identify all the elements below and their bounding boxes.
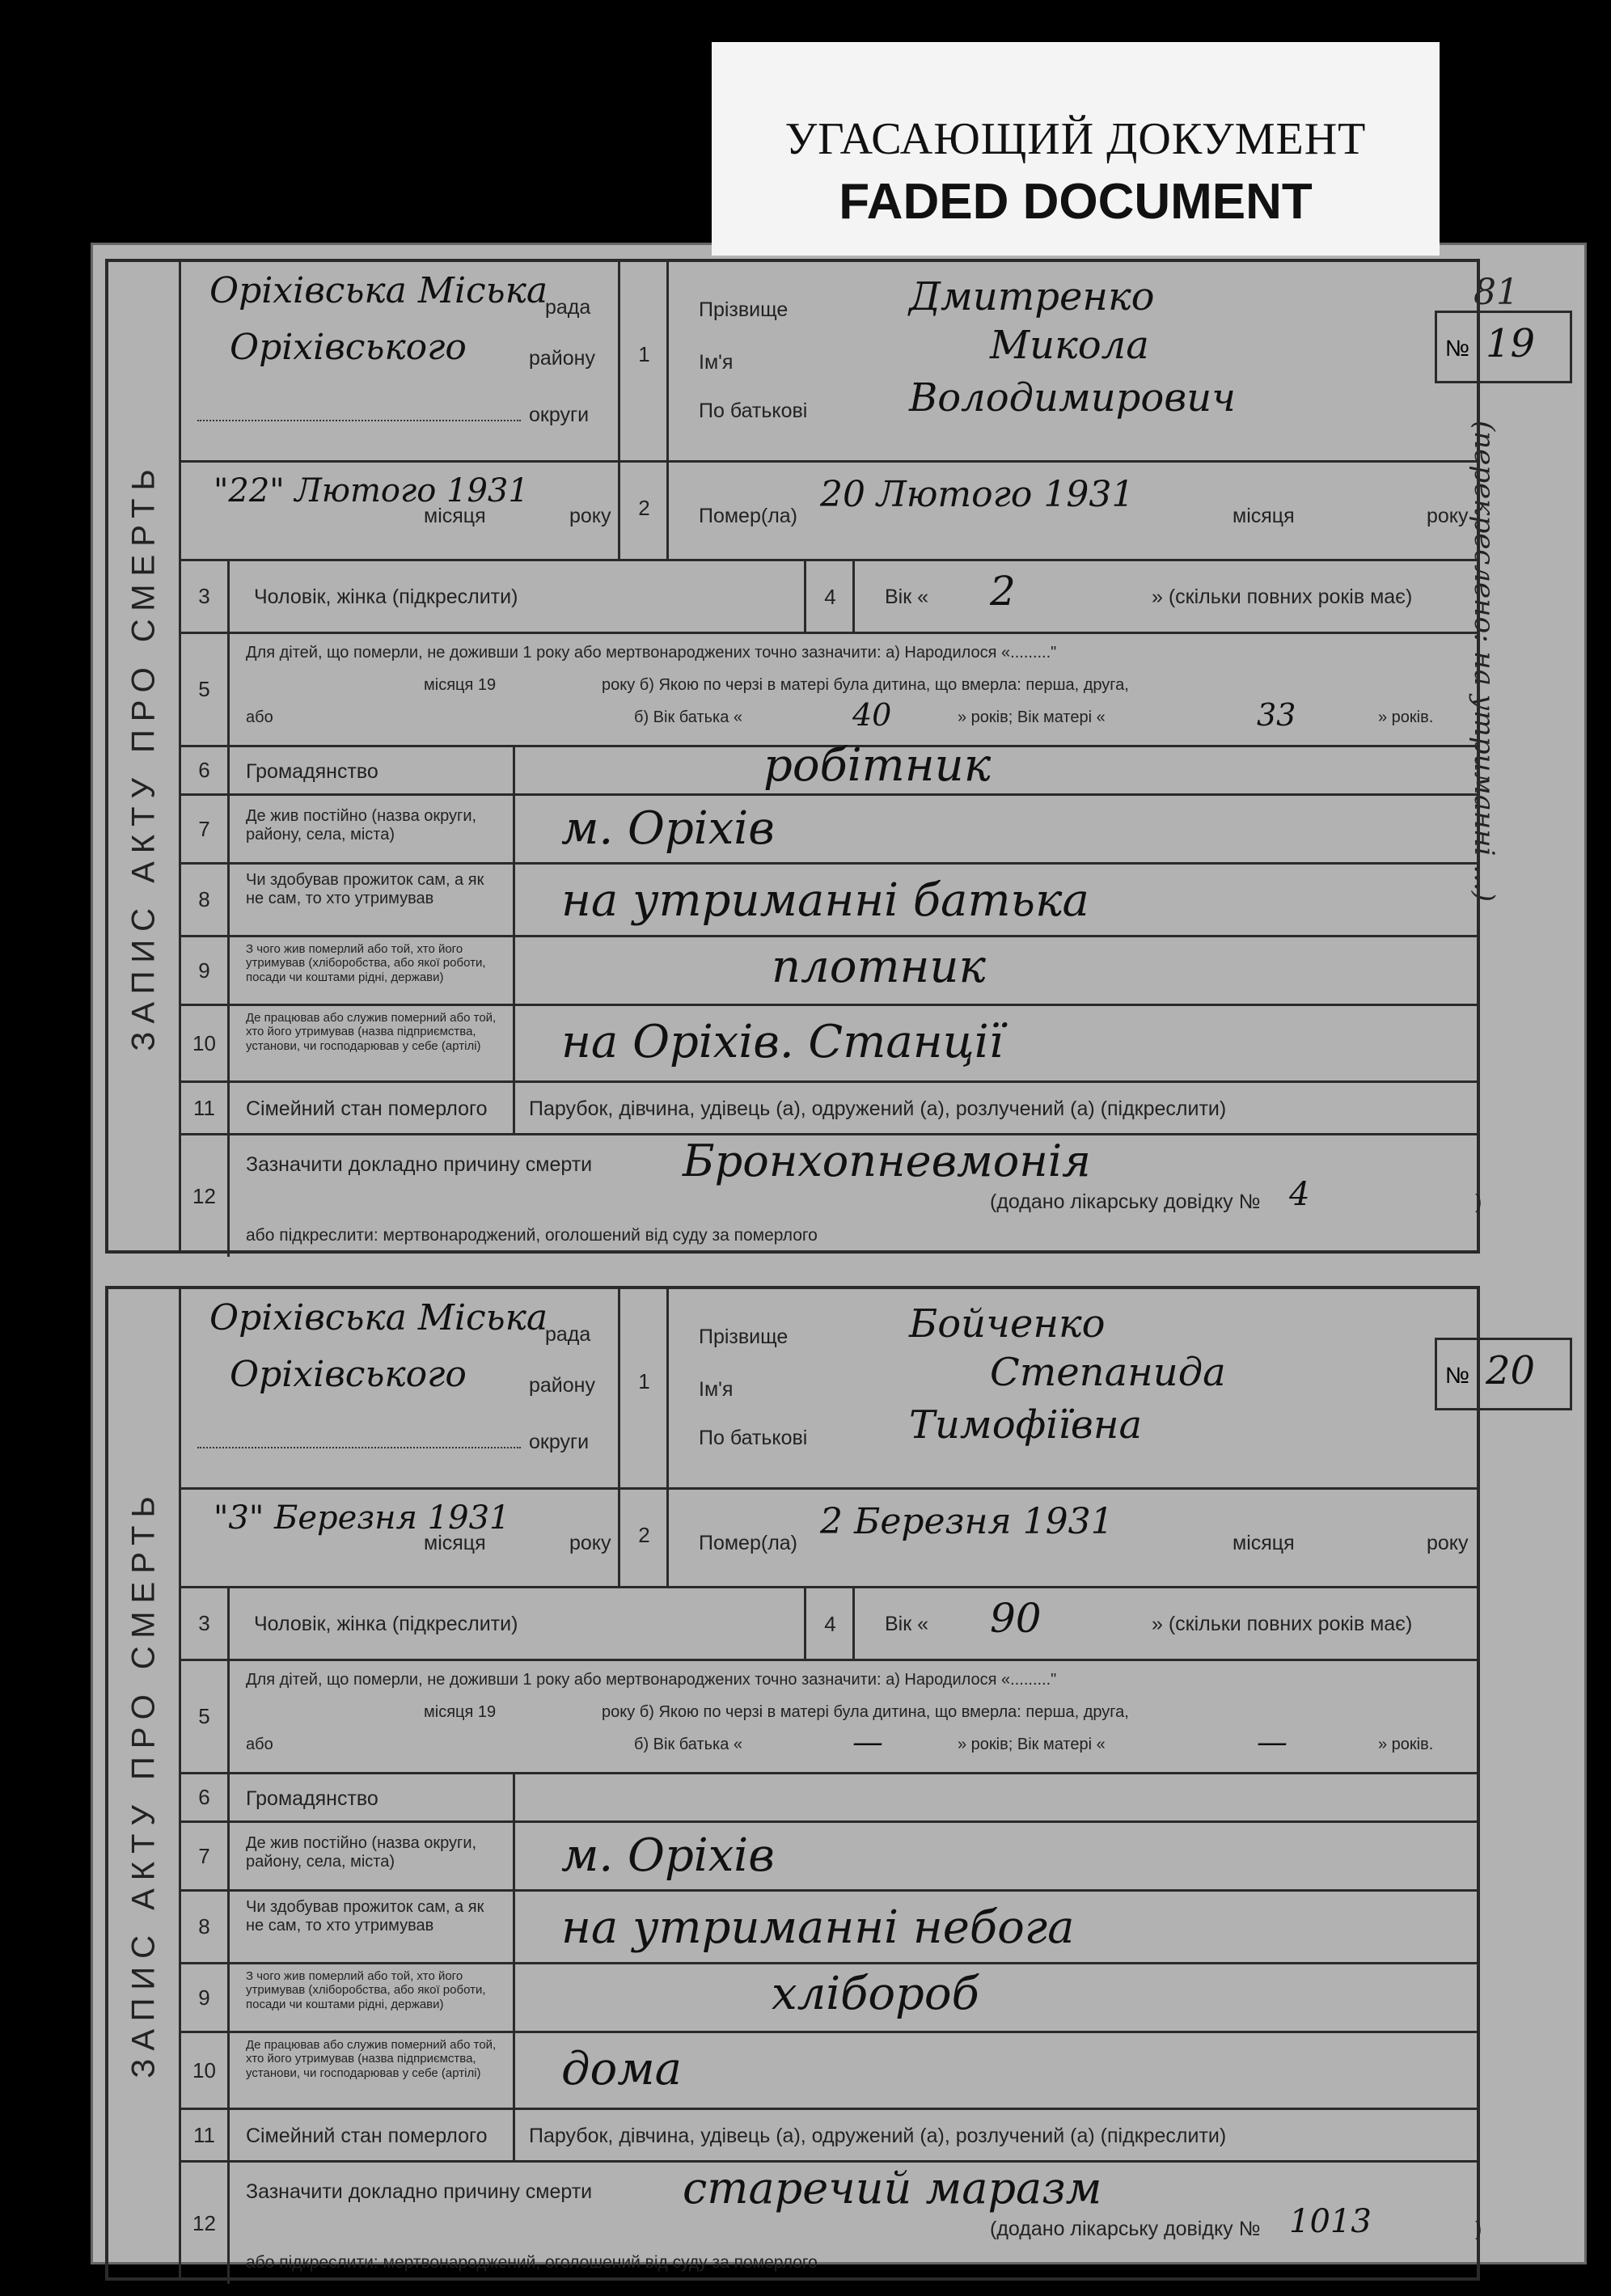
row-5: 5 Для дітей, що померли, не доживши 1 року або мертвонароджених точно зазначити: а) Народилося «........." місяця 19 року б) Якою по черзі в матері була дитина, що вмерла: перша, друга, або б) Вік батька « 40 » років; Вік матері « 33 » років. [181,634,1477,747]
rada-label: рада [545,1323,591,1346]
death-year-label: року [1427,1532,1469,1554]
children-line-1: Для дітей, що померли, не доживши 1 року або мертвонароджених точно зазначити: а) Народилося «........." [246,644,1057,662]
row-9: 9 З чого жив померлий або той, хто його утримував (хліборобства, або якої роботи, посади чи коштами рідні, держави) хлібороб [181,1964,1477,2033]
children-line-2b: року б) Якою по черзі в матері була дитина, що вмерла: перша, друга, [602,676,1129,694]
faded-label-en: FADED DOCUMENT [839,174,1313,230]
children-line-2a: місяця 19 [424,676,497,694]
row-6: 6 Громадянство [181,1774,1477,1823]
certificate-end: ) [1475,1190,1482,1213]
cause-value: старечий маразм [683,2163,1102,2214]
registration-date: "3" Березня 1931 [214,1499,510,1537]
support-label: Чи здобував прожиток сам, а як не сам, то хто утримував [246,871,484,907]
rayon-value: Оріхівського [230,1354,467,1395]
marital-options: Парубок, дівчина, удівець (а), одружений (а), розлучений (а) (підкреслити) [529,2125,1227,2147]
children-line-2b: року б) Якою по черзі в матері була дитина, що вмерла: перша, друга, [602,1703,1129,1721]
father-age: 40 [852,697,892,733]
row-8: 8 Чи здобував прожиток сам, а як не сам, то хто утримував на утриманні небога [181,1892,1477,1964]
death-label: Помер(ла) [699,505,798,527]
row-5: 5 Для дітей, що померли, не доживши 1 року або мертвонароджених точно зазначити: а) Народилося «........." місяця 19 року б) Якою по черзі в матері була дитина, що вмерла: перша, друга, або б) Вік батька « — » років; Вік матері « — » років. [181,1661,1477,1774]
age-value: 90 [990,1595,1042,1642]
surname-label: Прізвище [699,1326,789,1348]
occupation-value: хлібороб [772,1968,979,2020]
rada-label: рада [545,296,591,319]
row-7: 7 Де жив постійно (назва округи, району, села, міста) м. Оріхів [181,1823,1477,1892]
children-line-2a: місяця 19 [424,1703,497,1721]
rayon-label: району [529,347,595,370]
citizenship-label: Громадянство [246,1787,378,1810]
margin-note: (перекреслено: на утриманні ...) [1468,421,1500,903]
record-number-box [1435,1338,1572,1410]
record-number: 19 [1486,321,1536,366]
number-sign: № [1445,1363,1470,1388]
row-10: 10 Де працював або служив померний або той, хто його утримував (назва підприємства, установи, чи господарював у себе (артілі) на Оріхів. Станції [181,1006,1477,1083]
death-date: 2 Березня 1931 [820,1501,1114,1542]
age-suffix: » (скільки повних років має) [1152,1613,1413,1635]
row-10: 10 Де працював або служив померний або той, хто його утримував (назва підприємства, установи, чи господарював у себе (артілі) дома [181,2033,1477,2110]
certificate-label: (додано лікарську довідку № [990,1190,1261,1213]
mother-age: — [1257,1724,1288,1760]
side-title-column [108,262,181,1250]
row-6: 6 Громадянство робітник [181,747,1477,796]
year-label: року [569,505,611,527]
age-value: 2 [990,568,1016,615]
month-label: місяця [424,1532,486,1554]
children-line-3a: або [246,1736,273,1753]
surname-label: Прізвище [699,298,789,321]
name-value: Степанида [990,1350,1226,1395]
cause-label: Зазначити докладно причину смерти [246,2180,593,2203]
row-11: 11 Сімейний стан померлого Парубок, дівчина, удівець (а), одружений (а), розлучений (а) (підкреслити) [181,2110,1477,2163]
citizenship-value: робітник [763,739,992,792]
row-9: 9 З чого жив померлий або той, хто його утримував (хліборобства, або якої роботи, посади чи коштами рідні, держави) плотник [181,937,1477,1006]
record-number: 20 [1486,1348,1536,1393]
patronymic-value: Володимирович [909,375,1237,421]
registration-block: 1 2 Оріхівська Міська рада Оріхівського району округи "22" Лютого 1931 місяця року Прізвище Дмитренко Ім'я Микола По батькові Володимирович № 19 Помер(ла) 20 Лютого 1931 місяця року [181,262,1477,561]
age-label: Вік « [885,586,929,608]
support-label: Чи здобував прожиток сам, а як не сам, то хто утримував [246,1898,484,1934]
support-value: на утриманні небога [561,1901,1075,1954]
row-12: 12 Зазначити докладно причину смерти старечий маразм (додано лікарську довідку № 1013 ) або підкреслити: мертвонароджений, оголошений від суду за померлого [181,2163,1477,2284]
death-month-label: місяця [1233,1532,1295,1554]
surname-value: Дмитренко [909,274,1155,319]
registration-block: 1 2 Оріхівська Міська рада Оріхівського району округи "3" Березня 1931 місяця року Прізвище Бойченко Ім'я Степанида По батькові Тимофіївна № 20 Помер(ла) 2 Березня 1931 місяця року [181,1289,1477,1588]
children-line-3c: » років; Вік матері « [958,1736,1106,1753]
marital-label: Сімейний стан померлого [246,1097,488,1120]
children-line-3b: б) Вік батька « [634,708,743,726]
name-label: Ім'я [699,1378,734,1401]
death-record-form-2 [105,1286,1536,2281]
residence-label: Де жив постійно (назва округи, району, села, міста) [246,1834,477,1871]
children-line-3b: б) Вік батька « [634,1736,743,1753]
surname-value: Бойченко [909,1301,1106,1347]
certificate-number: 1013 [1289,2203,1372,2240]
record-number-box [1435,311,1572,383]
month-label: місяця [424,505,486,527]
children-line-3c: » років; Вік матері « [958,708,1106,726]
rayon-label: району [529,1374,595,1397]
side-title: ЗАПИС АКТУ ПРО СМЕРТЬ [125,461,161,1051]
page-number: 81 [1474,272,1519,313]
name-value: Микола [990,323,1149,368]
residence-value: м. Оріхів [561,802,775,855]
support-value: на утриманні батька [561,874,1089,927]
certificate-number: 4 [1289,1176,1310,1213]
gender-label: Чоловік, жінка (підкреслити) [254,586,518,608]
rada-value: Оріхівська Міська [209,1297,548,1338]
marital-label: Сімейний стан померлого [246,2125,488,2147]
workplace-label: Де працював або служив померний або той, хто його утримував (назва підприємства, установи, чи господарював у себе (артілі) [246,2038,497,2080]
okruhy-label: округи [529,1431,590,1453]
certificate-end: ) [1475,2218,1482,2240]
death-label: Помер(ла) [699,1532,798,1554]
age-suffix: » (скільки повних років має) [1152,586,1413,608]
gender-label: Чоловік, жінка (підкреслити) [254,1613,518,1635]
side-title-column [108,1289,181,2277]
workplace-value: на Оріхів. Станції [561,1016,1004,1068]
mother-age: 33 [1257,697,1296,733]
death-date: 20 Лютого 1931 [820,474,1135,515]
death-year-label: року [1427,505,1469,527]
row-11: 11 Сімейний стан померлого Парубок, дівчина, удівець (а), одружений (а), розлучений (а) (підкреслити) [181,1083,1477,1135]
stillborn-note: або підкреслити: мертвонароджений, оголошений від суду за померлого [246,2253,818,2272]
side-title: ЗАПИС АКТУ ПРО СМЕРТЬ [125,1488,161,2078]
cause-value: Бронхопневмонія [683,1135,1091,1186]
residence-value: м. Оріхів [561,1829,775,1882]
patronymic-label: По батькові [699,400,808,422]
children-line-3d: » років. [1378,708,1434,726]
certificate-label: (додано лікарську довідку № [990,2218,1261,2240]
stillborn-note: або підкреслити: мертвонароджений, оголошений від суду за померлого [246,1226,818,1245]
faded-label-ru: УГАСАЮЩИЙ ДОКУМЕНТ [784,114,1367,164]
row-3: 3 Чоловік, жінка (підкреслити) 4 Вік « 90 » (скільки повних років має) [181,1588,1477,1661]
registration-date: "22" Лютого 1931 [214,472,529,510]
faded-document-label [712,42,1440,256]
marital-options: Парубок, дівчина, удівець (а), одружений (а), розлучений (а) (підкреслити) [529,1097,1227,1120]
workplace-label: Де працював або служив померний або той, хто його утримував (назва підприємства, установи, чи господарював у себе (артілі) [246,1011,497,1053]
rayon-value: Оріхівського [230,327,467,368]
row-7: 7 Де жив постійно (назва округи, району, села, міста) м. Оріхів [181,796,1477,865]
children-line-3a: або [246,708,273,726]
children-line-3d: » років. [1378,1736,1434,1753]
row-3: 3 Чоловік, жінка (підкреслити) 4 Вік « 2 » (скільки повних років має) [181,561,1477,634]
row-12: 12 Зазначити докладно причину смерти Бронхопневмонія (додано лікарську довідку № 4 ) або підкреслити: мертвонароджений, оголошений від суду за померлого [181,1135,1477,1257]
residence-label: Де жив постійно (назва округи, району, села, міста) [246,807,477,844]
father-age: — [852,1724,883,1760]
number-sign: № [1445,336,1470,361]
children-line-1: Для дітей, що померли, не доживши 1 року або мертвонароджених точно зазначити: а) Народилося «........." [246,1671,1057,1689]
occupation-label: З чого жив померлий або той, хто його утримував (хліборобства, або якої роботи, посади чи коштами рідні, держави) [246,942,486,984]
occupation-value: плотник [772,941,986,993]
workplace-value: дома [561,2043,683,2095]
death-month-label: місяця [1233,505,1295,527]
cause-label: Зазначити докладно причину смерти [246,1153,593,1176]
occupation-label: З чого жив померлий або той, хто його утримував (хліборобства, або якої роботи, посади чи коштами рідні, держави) [246,1969,486,2011]
rada-value: Оріхівська Міська [209,270,548,311]
name-label: Ім'я [699,351,734,374]
patronymic-value: Тимофіївна [909,1402,1143,1448]
patronymic-label: По батькові [699,1427,808,1449]
citizenship-label: Громадянство [246,760,378,783]
year-label: року [569,1532,611,1554]
row-8: 8 Чи здобував прожиток сам, а як не сам, то хто утримував на утриманні батька [181,865,1477,937]
age-label: Вік « [885,1613,929,1635]
okruhy-label: округи [529,404,590,426]
